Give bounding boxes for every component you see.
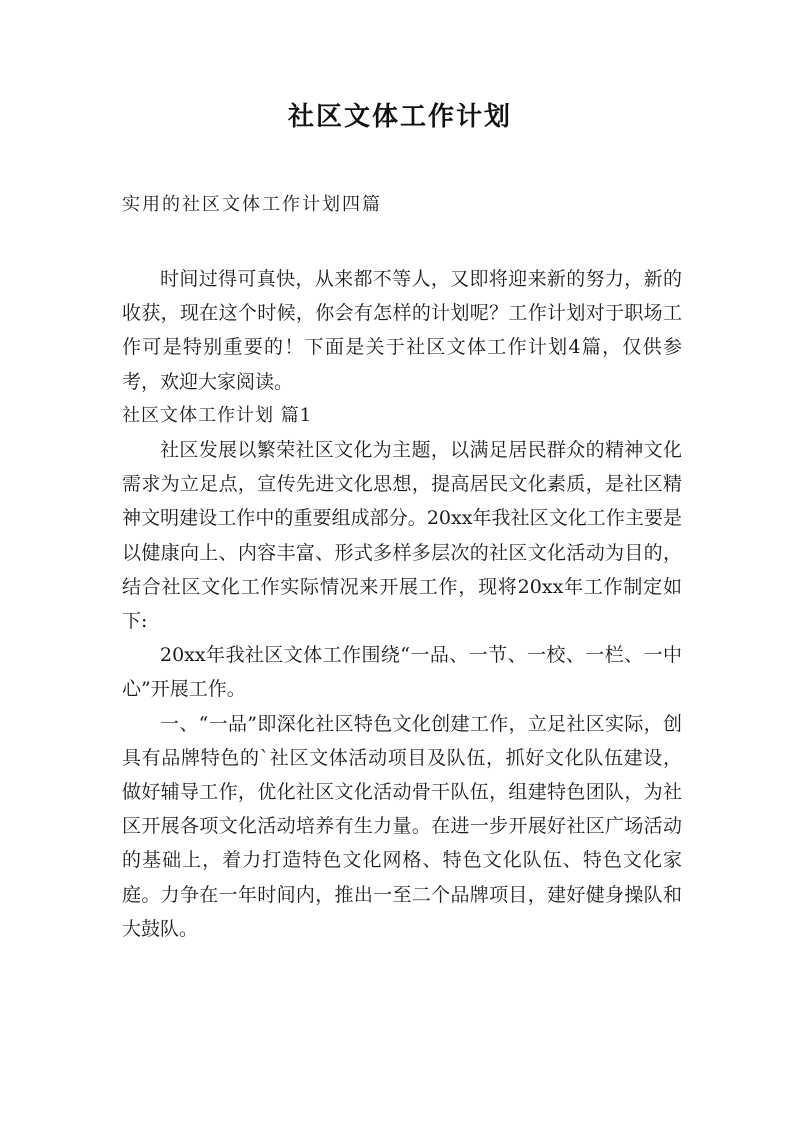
body-paragraph: 20xx年我社区文体工作围绕“一品、一节、一校、一栏、一中心”开展工作。 [122,644,682,701]
intro-paragraph: 时间过得可真快，从来都不等人，又即将迎来新的努力，新的收获，现在这个时候，你会有怎样的计划呢？工作计划对于职场工作可是特别重要的！下面是关于社区文体工作计划4篇，仅供参考，欢迎大家阅读。 [122,268,682,393]
document-subtitle: 实用的社区文体工作计划四篇 [122,194,382,215]
section-heading: 社区文体工作计划 篇1 [122,404,313,426]
document-title: 社区文体工作计划 [287,102,512,132]
document-body [122,262,682,946]
body-paragraph: 社区发展以繁荣社区文化为主题，以满足居民群众的精神文化需求为立足点，宣传先进文化思想，提高居民文化素质，是社区精神文明建设工作中的重要组成部分。20xx年我社区文化工作主要是以健康向上、内容丰富、形式多样多层次的社区文化活动为目的，结合社区文化工作实际情况来开展工作，现将20xx年工作制定如下: [122,439,682,633]
body-paragraph: 一、“一品”即深化社区特色文化创建工作，立足社区实际，创具有品牌特色的`社区文体活动项目及队伍，抓好文化队伍建设，做好辅导工作，优化社区文化活动骨干队伍，组建特色团队，为社区开展各项文化活动培养有生力量。在进一步开展好社区广场活动的基础上，着力打造特色文化网格、特色文化队伍、特色文化家庭。力争在一年时间内，推出一至二个品牌项目，建好健身操队和大鼓队。 [122,712,682,940]
